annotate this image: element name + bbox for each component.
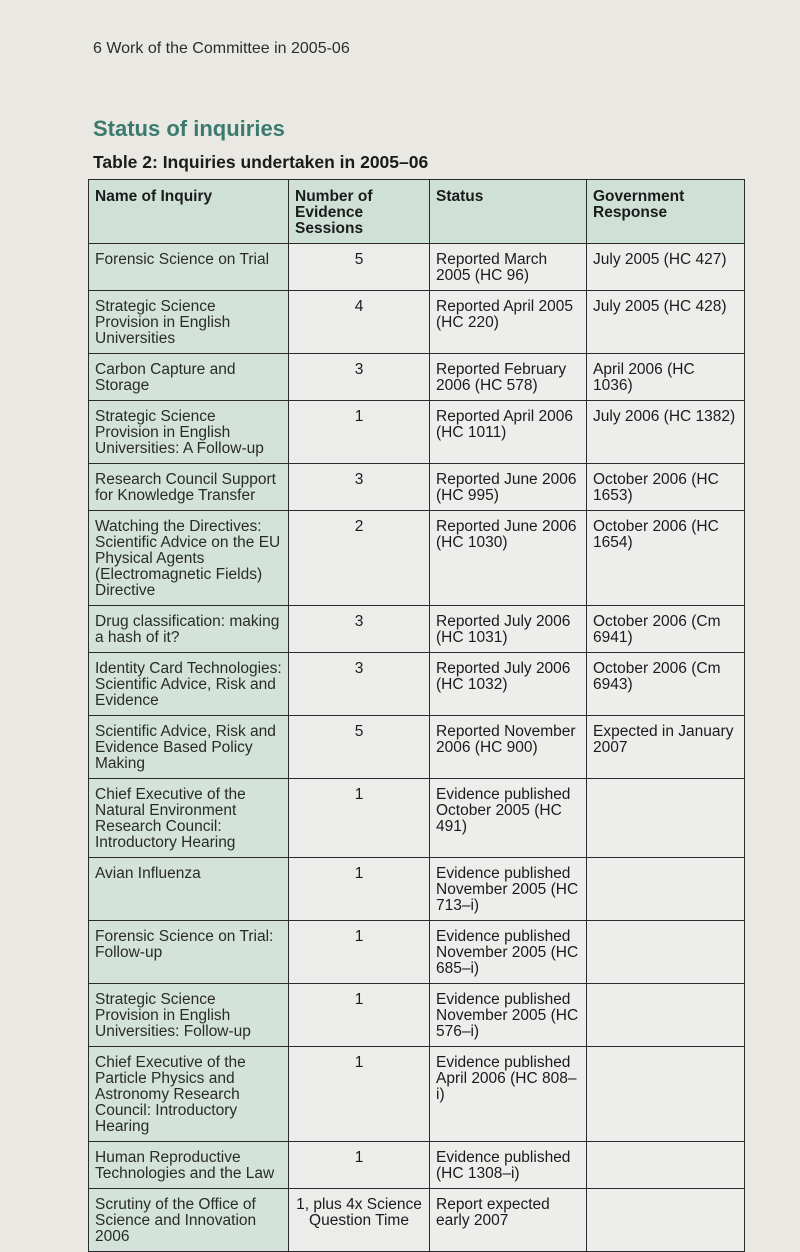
government-response-cell: July 2005 (HC 427) — [587, 244, 745, 291]
table-row — [89, 606, 745, 653]
status-cell: Report expected early 2007 — [430, 1189, 587, 1252]
status-cell: Reported April 2005 (HC 220) — [430, 291, 587, 354]
table-body — [89, 244, 745, 1252]
government-response-cell — [587, 779, 745, 858]
inquiry-name-cell: Human Reproductive Technologies and the Law — [89, 1142, 289, 1189]
status-cell: Evidence published November 2005 (HC 713–i) — [430, 858, 587, 921]
government-response-cell: October 2006 (HC 1653) — [587, 464, 745, 511]
inquiry-name-cell: Strategic Science Provision in English Universities — [89, 291, 289, 354]
status-cell: Evidence published November 2005 (HC 576–i) — [430, 984, 587, 1047]
table-row — [89, 1047, 745, 1142]
table-row — [89, 401, 745, 464]
status-cell: Reported July 2006 (HC 1031) — [430, 606, 587, 653]
government-response-cell: Expected in January 2007 — [587, 716, 745, 779]
inquiry-name-cell: Chief Executive of the Natural Environment Research Council: Introductory Hearing — [89, 779, 289, 858]
evidence-sessions-cell: 2 — [289, 511, 430, 606]
inquiry-name-cell: Scrutiny of the Office of Science and Innovation 2006 — [89, 1189, 289, 1252]
evidence-sessions-cell: 5 — [289, 716, 430, 779]
government-response-cell: July 2006 (HC 1382) — [587, 401, 745, 464]
status-cell: Reported June 2006 (HC 995) — [430, 464, 587, 511]
government-response-cell: October 2006 (HC 1654) — [587, 511, 745, 606]
evidence-sessions-cell: 1 — [289, 1142, 430, 1189]
status-cell: Evidence published April 2006 (HC 808–i) — [430, 1047, 587, 1142]
government-response-cell: October 2006 (Cm 6941) — [587, 606, 745, 653]
inquiries-table — [88, 179, 745, 1252]
inquiry-name-cell: Avian Influenza — [89, 858, 289, 921]
inquiry-name-cell: Forensic Science on Trial — [89, 244, 289, 291]
inquiry-name-cell: Strategic Science Provision in English Universities: A Follow-up — [89, 401, 289, 464]
inquiry-name-cell: Research Council Support for Knowledge Transfer — [89, 464, 289, 511]
government-response-cell: October 2006 (Cm 6943) — [587, 653, 745, 716]
inquiry-name-cell: Forensic Science on Trial: Follow-up — [89, 921, 289, 984]
table-row — [89, 779, 745, 858]
inquiry-name-cell: Drug classification: making a hash of it? — [89, 606, 289, 653]
evidence-sessions-cell: 1 — [289, 858, 430, 921]
status-cell: Evidence published (HC 1308–i) — [430, 1142, 587, 1189]
inquiry-name-cell: Watching the Directives: Scientific Advice on the EU Physical Agents (Electromagnetic Fields) Directive — [89, 511, 289, 606]
table-row — [89, 354, 745, 401]
header-row — [89, 180, 745, 244]
status-cell: Reported February 2006 (HC 578) — [430, 354, 587, 401]
government-response-cell — [587, 1189, 745, 1252]
government-response-cell — [587, 1047, 745, 1142]
table-row — [89, 984, 745, 1047]
table-row — [89, 716, 745, 779]
evidence-sessions-cell: 1 — [289, 921, 430, 984]
table-row — [89, 921, 745, 984]
table-row — [89, 653, 745, 716]
inquiry-name-cell: Chief Executive of the Particle Physics and Astronomy Research Council: Introductory Hearing — [89, 1047, 289, 1142]
evidence-sessions-cell: 1 — [289, 1047, 430, 1142]
header-status: Status — [430, 180, 587, 244]
evidence-sessions-cell: 1 — [289, 401, 430, 464]
government-response-cell — [587, 858, 745, 921]
evidence-sessions-cell: 5 — [289, 244, 430, 291]
evidence-sessions-cell: 1 — [289, 984, 430, 1047]
status-cell: Reported July 2006 (HC 1032) — [430, 653, 587, 716]
header-name-of-inquiry: Name of Inquiry — [89, 180, 289, 244]
government-response-cell: April 2006 (HC 1036) — [587, 354, 745, 401]
inquiry-name-cell: Strategic Science Provision in English Universities: Follow-up — [89, 984, 289, 1047]
evidence-sessions-cell: 4 — [289, 291, 430, 354]
evidence-sessions-cell: 3 — [289, 606, 430, 653]
status-cell: Reported June 2006 (HC 1030) — [430, 511, 587, 606]
status-cell: Evidence published October 2005 (HC 491) — [430, 779, 587, 858]
table-row — [89, 291, 745, 354]
table-row — [89, 511, 745, 606]
government-response-cell — [587, 921, 745, 984]
status-cell: Reported April 2006 (HC 1011) — [430, 401, 587, 464]
evidence-sessions-cell: 1, plus 4x Science Question Time — [289, 1189, 430, 1252]
section-title: Status of inquiries — [93, 116, 285, 141]
evidence-sessions-cell: 3 — [289, 354, 430, 401]
inquiry-name-cell: Carbon Capture and Storage — [89, 354, 289, 401]
evidence-sessions-cell: 3 — [289, 464, 430, 511]
table-header — [89, 180, 745, 244]
evidence-sessions-cell: 1 — [289, 779, 430, 858]
government-response-cell: July 2005 (HC 428) — [587, 291, 745, 354]
table-row — [89, 1189, 745, 1252]
table-row — [89, 464, 745, 511]
inquiry-name-cell: Scientific Advice, Risk and Evidence Based Policy Making — [89, 716, 289, 779]
table-caption: Table 2: Inquiries undertaken in 2005–06 — [93, 152, 429, 172]
header-evidence-sessions: Number of Evidence Sessions — [289, 180, 430, 244]
government-response-cell — [587, 1142, 745, 1189]
status-cell: Evidence published November 2005 (HC 685–i) — [430, 921, 587, 984]
running-head: 6 Work of the Committee in 2005-06 — [93, 40, 350, 57]
table-row — [89, 858, 745, 921]
table-row — [89, 1142, 745, 1189]
header-government-response: Government Response — [587, 180, 745, 244]
government-response-cell — [587, 984, 745, 1047]
table-row — [89, 244, 745, 291]
evidence-sessions-cell: 3 — [289, 653, 430, 716]
status-cell: Reported November 2006 (HC 900) — [430, 716, 587, 779]
status-cell: Reported March 2005 (HC 96) — [430, 244, 587, 291]
inquiry-name-cell: Identity Card Technologies: Scientific Advice, Risk and Evidence — [89, 653, 289, 716]
